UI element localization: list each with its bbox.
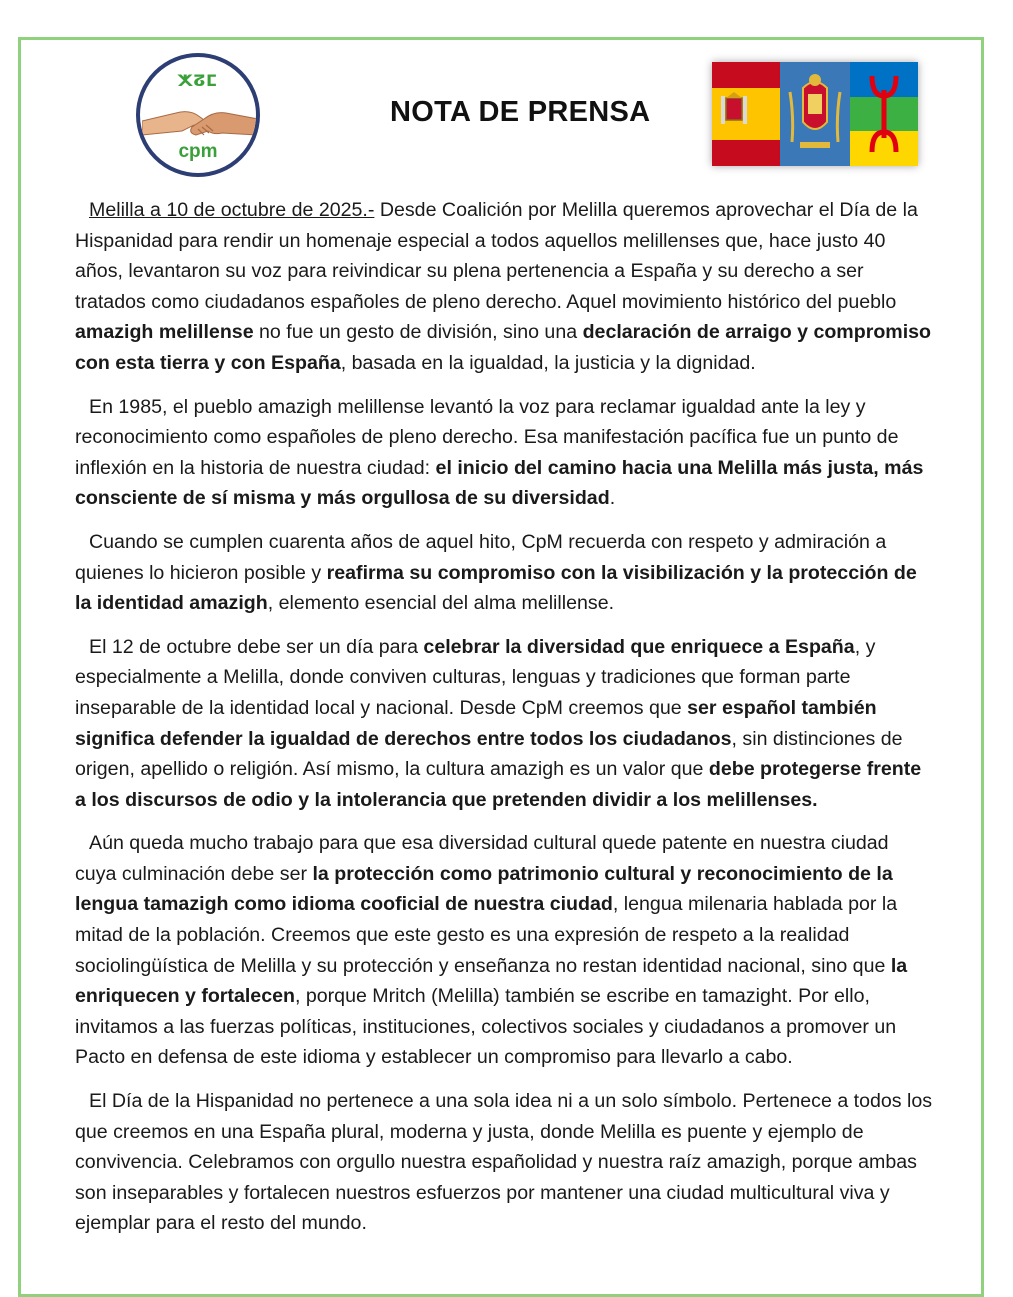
text-run: , y especialmente a Melilla, donde conviven culturas, lenguas y tradiciones que forman parte inseparable de la identidad local y nacional. Desde CpM creemos que (75, 635, 876, 719)
text-run: El 12 de octubre debe ser un día para (89, 635, 424, 658)
text-run: El Día de la Hispanidad no pertenece a una sola idea ni a un solo símbolo. Pertenece a todos los que creemos en una España plural, moderna y justa, donde Melilla es puente y ejemplo de convivencia. Celebramos con orgullo nuestra españolidad y nuestra raíz amazigh, porque ambas son inseparables y fortalecen nuestros esfuerzos por mantener una ciudad multicultural viva y ejemplar para el resto del mundo. (75, 1090, 933, 1235)
paragraph (75, 527, 935, 619)
text-run: , basada en la igualdad, la justicia y la dignidad. (340, 351, 756, 374)
dateline: Melilla a 10 de octubre de 2025.- (89, 199, 375, 221)
bold-text: el inicio del camino hacia una Melilla más justa, más consciente de sí misma y más orgullosa de su diversidad (75, 456, 924, 510)
flags-banner (712, 62, 918, 166)
press-release-body (75, 195, 935, 1252)
cpm-logo (136, 53, 260, 177)
page-title: NOTA DE PRENSA (390, 96, 651, 128)
text-run: Cuando se cumplen cuarenta años de aquel hito, CpM recuerda con respeto y admiración a quienes lo hicieron posible y (75, 530, 887, 584)
text-run: Aún queda mucho trabajo para que esa diversidad cultural quede patente en nuestra ciudad cuya culminación debe ser (75, 832, 889, 885)
melilla-flag (780, 62, 850, 166)
paragraph (75, 1086, 935, 1239)
bold-text: reafirma su compromiso con la visibilización y la protección de la identidad amazigh (75, 561, 917, 615)
paragraph (75, 195, 935, 379)
text-run: En 1985, el pueblo amazigh melillense levantó la voz para reclamar igualdad ante la ley y reconocimiento como españoles de pleno derecho. Esa manifestación pacífica fue un punto de inflexión en la historia de nuestra ciudad: (75, 395, 899, 479)
logo-tifinagh-text: ⵅⵒⵎ (177, 73, 219, 90)
text-run: , elemento esencial del alma melillense. (267, 592, 615, 615)
text-run: , porque Mritch (Melilla) también se escribe en tamazight. Por ello, invitamos a las fuerzas políticas, instituciones, colectivos sociales y ciudadanos a promover un Pacto en defensa de este idioma y establecer un compromiso para llevarlo a cabo. (75, 985, 897, 1069)
bold-text: declaración de arraigo y compromiso con esta tierra y con España (75, 321, 932, 374)
bold-text: la protección como patrimonio cultural y reconocimiento de la lengua tamazigh como idioma cooficial de nuestra ciudad (75, 862, 893, 916)
text-run: , lengua milenaria hablada por la mitad de la población. Creemos que este gesto es una expresión de respeto a la realidad sociolingüística de Melilla y su protección y enseñanza no restan identidad nacional, sino que (75, 893, 898, 977)
text-run: Desde Coalición por Melilla queremos aprovechar el Día de la Hispanidad para rendir un homenaje especial a todos aquellos melillenses que, hace justo 40 años, levantaron su voz para reivindicar su plena pertenencia a España y su derecho a ser tratados como ciudadanos españoles de pleno derecho. Aquel movimiento histórico del pueblo (75, 199, 918, 313)
bold-text: debe protegerse frente a los discursos de odio y la intolerancia que pretenden dividir a los melillenses. (75, 758, 922, 811)
amazigh-flag (850, 62, 918, 166)
bold-text: amazigh melillense (75, 321, 254, 344)
paragraph (75, 632, 935, 816)
bold-text: celebrar la diversidad que enriquece a España (423, 635, 855, 658)
text-run: , sin distinciones de origen, apellido o religión. Así mismo, la cultura amazigh es un valor que (75, 727, 903, 781)
text-run: no fue un gesto de división, sino una (253, 321, 583, 344)
paragraph (75, 828, 935, 1073)
spain-flag (712, 62, 780, 166)
paragraph (75, 392, 935, 514)
bold-text: la enriquecen y fortalecen (75, 954, 908, 1008)
logo-cpm-text: cpm (178, 141, 218, 162)
bold-text: ser español también significa defender la igualdad de derechos entre todos los ciudadanos (75, 696, 877, 750)
text-run: . (609, 487, 616, 510)
